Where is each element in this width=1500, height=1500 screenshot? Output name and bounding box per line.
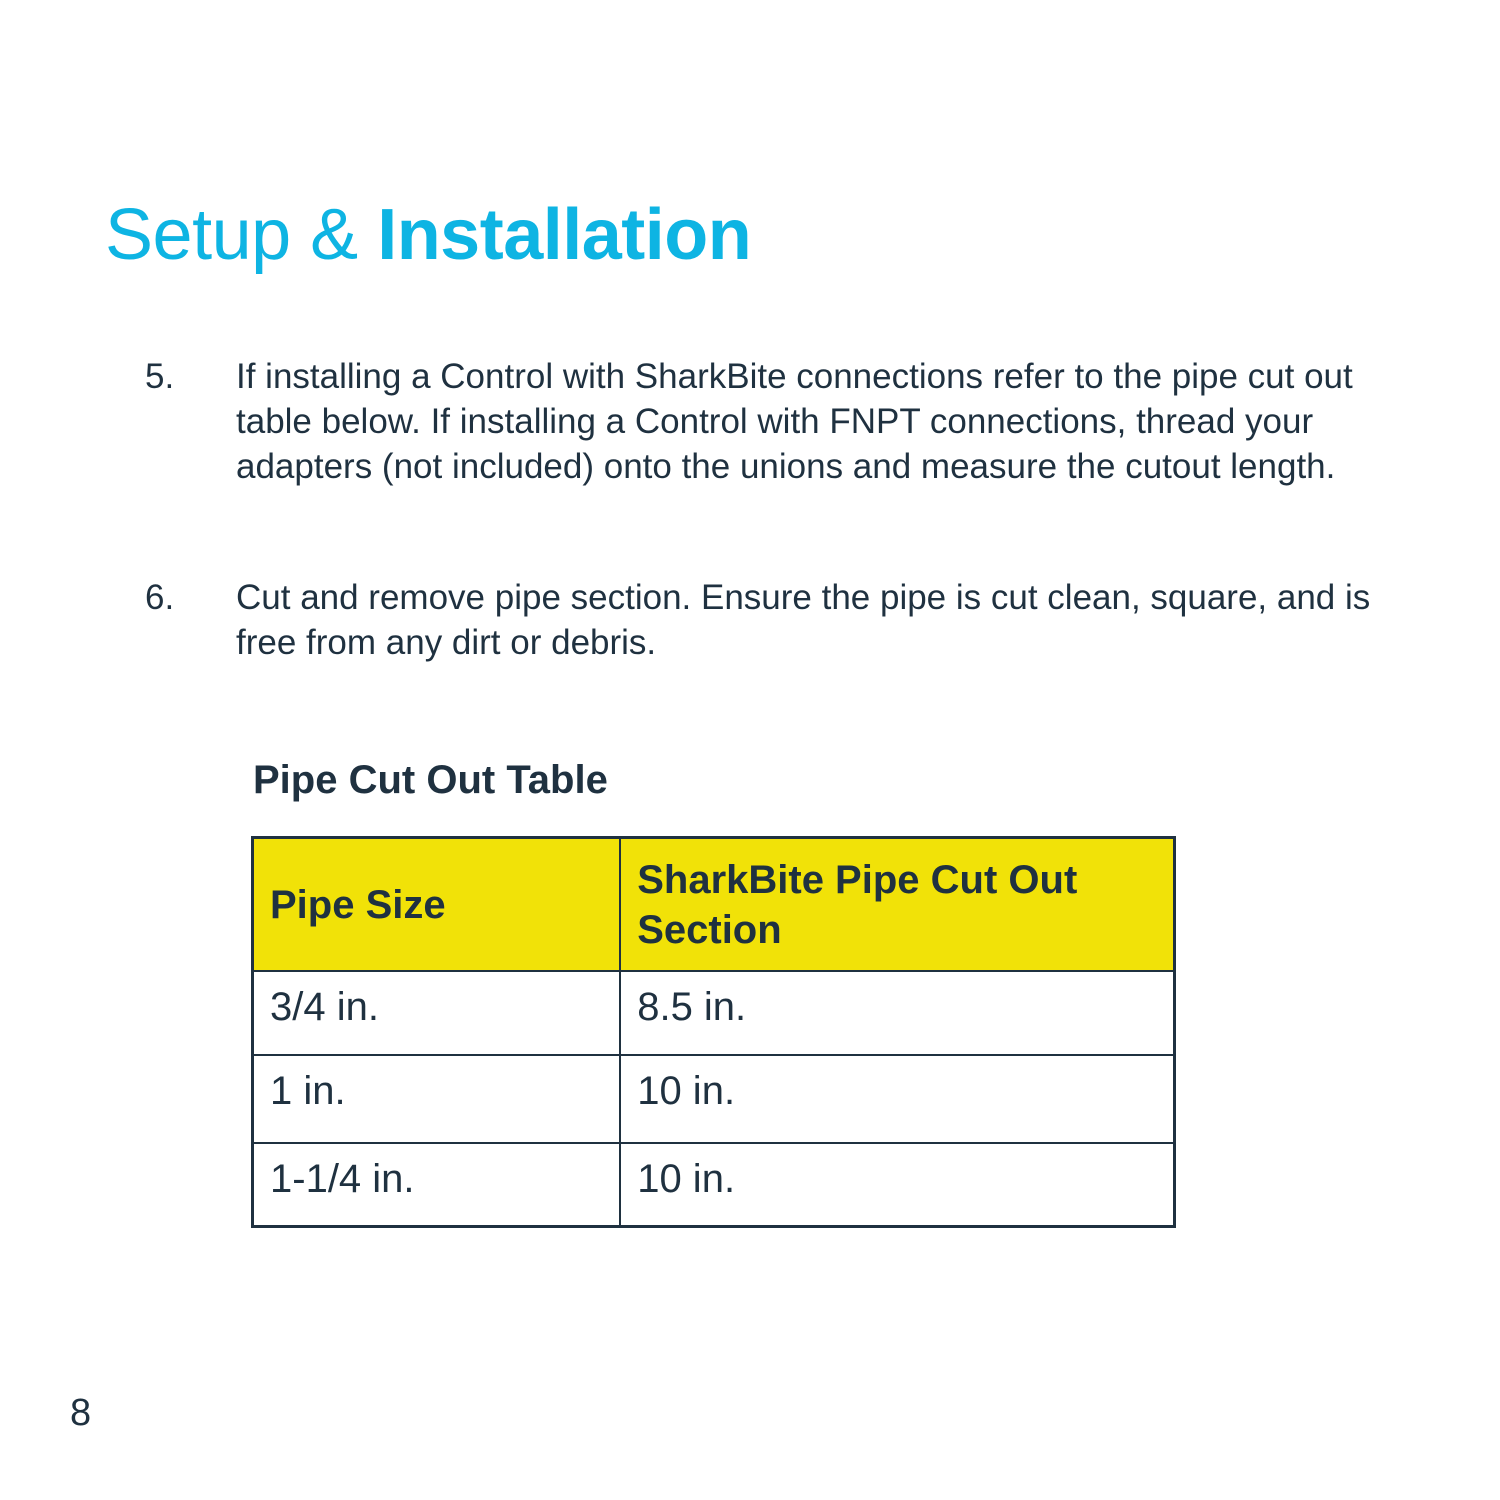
page-title-bold: Installation	[377, 195, 752, 275]
step-number: 6.	[145, 578, 175, 617]
page-number: 8	[70, 1392, 92, 1434]
page-title	[105, 190, 751, 280]
page-title-light: Setup &	[105, 195, 378, 275]
table-row	[253, 971, 1175, 1055]
table-row	[253, 1055, 1175, 1143]
step-text: If installing a Control with SharkBite connections refer to the pipe cut out table below. If installing a Control with FNPT connections, thread your adapters (not included) onto the unions and measure the cutout length.	[236, 357, 1353, 486]
table-cell-cut-out: 10 in.	[620, 1055, 1174, 1143]
table-row	[253, 1143, 1175, 1227]
step-text: Cut and remove pipe section. Ensure the pipe is cut clean, square, and is free from any dirt or debris.	[236, 578, 1371, 662]
column-header-cut-out-section: SharkBite Pipe Cut Out Section	[620, 838, 1174, 972]
table-title: Pipe Cut Out Table	[253, 758, 608, 802]
table-cell-pipe-size: 1 in.	[253, 1055, 621, 1143]
table-header-row	[253, 838, 1175, 972]
table-cell-pipe-size: 3/4 in.	[253, 971, 621, 1055]
step-number: 5.	[145, 357, 175, 396]
table-cell-cut-out: 8.5 in.	[620, 971, 1174, 1055]
pipe-cut-out-table	[251, 836, 1176, 1228]
table-cell-cut-out: 10 in.	[620, 1143, 1174, 1227]
table-cell-pipe-size: 1-1/4 in.	[253, 1143, 621, 1227]
column-header-pipe-size: Pipe Size	[253, 838, 621, 972]
